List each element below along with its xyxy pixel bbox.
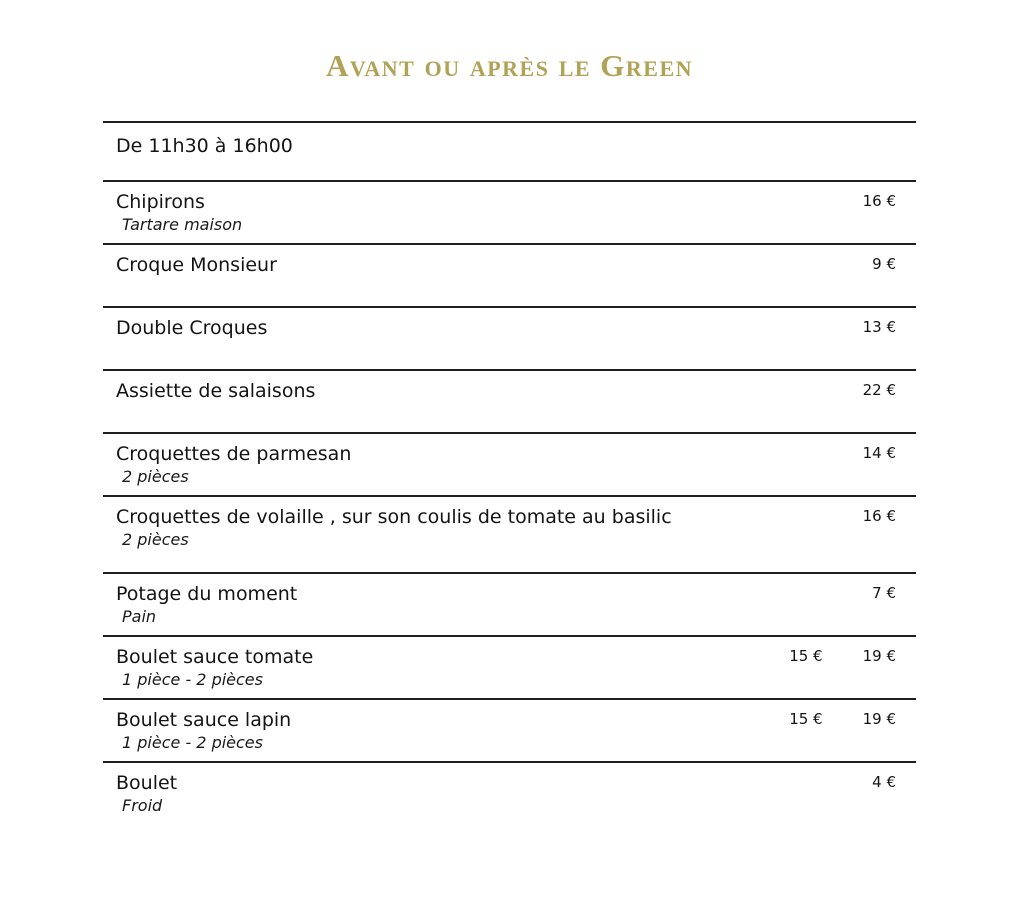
item-description: 2 pièces [122, 467, 189, 486]
menu-item-row [103, 434, 916, 497]
menu-item-text [116, 771, 866, 816]
item-price: 16 € [862, 192, 896, 210]
menu-item-row [103, 308, 916, 371]
item-description: Tartare maison [122, 215, 243, 234]
item-name: Potage du moment [116, 583, 298, 605]
item-price: 16 € [862, 507, 896, 525]
item-name: Boulet sauce lapin [116, 709, 292, 731]
item-description: 1 pièce - 2 pièces [122, 733, 263, 752]
item-price: 14 € [862, 444, 896, 462]
item-prices [863, 505, 896, 526]
item-name: Croque Monsieur [116, 254, 277, 276]
menu-item-row [103, 637, 916, 700]
item-price: 19 € [862, 710, 896, 728]
item-name: Chipirons [116, 191, 205, 213]
menu-item-row [103, 182, 916, 245]
item-description: 1 pièce - 2 pièces [122, 670, 263, 689]
item-name: Boulet [116, 772, 178, 794]
item-price: 15 € [789, 647, 823, 665]
page-title: Avant ou après le Green [325, 48, 694, 83]
menu-item-text [116, 442, 863, 487]
item-description: Froid [122, 796, 163, 815]
menu-item-text [116, 582, 866, 627]
menu-item-text [116, 253, 866, 277]
menu-item-text [116, 505, 863, 550]
item-price: 4 € [872, 773, 896, 791]
menu-page [0, 48, 1024, 903]
item-price: 7 € [872, 584, 896, 602]
item-prices [863, 442, 896, 463]
item-name: Boulet sauce tomate [116, 646, 314, 668]
menu-item-row [103, 763, 916, 826]
menu-section [103, 121, 916, 826]
menu-items [103, 182, 916, 826]
item-prices [863, 379, 896, 400]
item-prices [866, 253, 896, 274]
item-prices [866, 582, 896, 603]
menu-item-text [116, 379, 863, 403]
item-price: 19 € [862, 647, 896, 665]
item-price: 22 € [862, 381, 896, 399]
menu-item-row [103, 497, 916, 574]
item-description: 2 pièces [122, 530, 189, 549]
menu-container [103, 48, 916, 826]
item-name: Croquettes de volaille , sur son coulis de tomate au basilic [116, 506, 672, 528]
item-prices [863, 316, 896, 337]
item-name: Assiette de salaisons [116, 380, 316, 402]
service-hours: De 11h30 à 16h00 [103, 121, 916, 182]
menu-item-text [116, 316, 863, 340]
menu-item-row [103, 245, 916, 308]
item-prices [866, 771, 896, 792]
item-prices [789, 708, 896, 729]
item-name: Croquettes de parmesan [116, 443, 352, 465]
item-price: 9 € [872, 255, 896, 273]
item-prices [789, 645, 896, 666]
item-name: Double Croques [116, 317, 268, 339]
item-prices [863, 190, 896, 211]
menu-item-text [116, 708, 789, 753]
menu-item-row [103, 700, 916, 763]
menu-item-row [103, 574, 916, 637]
menu-item-text [116, 645, 789, 690]
item-description: Pain [122, 607, 157, 626]
menu-item-row [103, 371, 916, 434]
item-price: 15 € [789, 710, 823, 728]
menu-item-text [116, 190, 863, 235]
item-price: 13 € [862, 318, 896, 336]
